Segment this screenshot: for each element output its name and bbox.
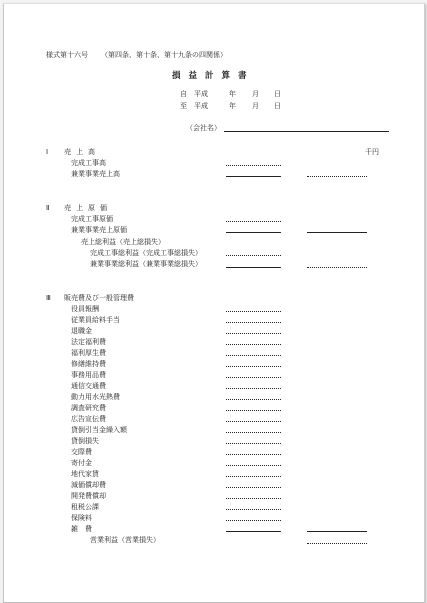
sga-item-label: 従業員給料手当 xyxy=(71,316,120,324)
period-to-month: 月 xyxy=(252,102,259,110)
form-number: 様式第十六号 xyxy=(46,51,88,59)
sga-item-label: 退職金 xyxy=(71,327,92,335)
applicable-articles: （第四条、第十条、第十九条の四関係） xyxy=(101,51,227,59)
amount-field xyxy=(226,322,281,323)
period-from-era: 平成 xyxy=(194,90,208,98)
total-field xyxy=(307,543,367,544)
amount-field xyxy=(226,176,281,177)
document-title: 損益計算書 xyxy=(172,71,255,81)
unit-label: 千円 xyxy=(365,148,379,156)
sga-item-label: 動力用水光熱費 xyxy=(71,393,120,401)
amount-field xyxy=(226,255,281,256)
company-name-label: （会社名） xyxy=(186,124,221,132)
amount-field xyxy=(226,476,281,477)
sga-item-label: 交際費 xyxy=(71,448,92,456)
amount-field xyxy=(226,421,281,422)
section-sales-numeral: Ⅰ xyxy=(46,148,49,156)
sga-item-label: 寄付金 xyxy=(71,459,92,467)
sga-item-label: 修繕維持費 xyxy=(71,360,106,368)
section-sga-numeral: Ⅲ xyxy=(46,294,51,302)
amount-field xyxy=(226,520,281,521)
amount-field xyxy=(226,465,281,466)
sga-item-label: 貸倒損失 xyxy=(71,437,99,445)
sga-item-label: 保険料 xyxy=(71,514,92,522)
total-field xyxy=(307,531,367,532)
period-to-day: 日 xyxy=(274,102,281,110)
total-field xyxy=(307,232,367,233)
amount-field xyxy=(226,366,281,367)
gross-profit-label: 売上総利益（売上総損失） xyxy=(81,238,165,246)
total-field xyxy=(307,267,367,268)
amount-field xyxy=(226,344,281,345)
period-to-era: 平成 xyxy=(194,102,208,110)
cost-item-label: 完成工事原価 xyxy=(71,215,113,223)
operating-profit-label: 営業利益（営業損失） xyxy=(90,536,160,544)
amount-field xyxy=(226,311,281,312)
sga-item-label: 貸倒引当金繰入額 xyxy=(71,426,127,434)
section-cost-heading: 売上原価 xyxy=(64,204,112,212)
amount-field xyxy=(226,531,281,532)
sales-item-label: 兼業事業売上高 xyxy=(71,170,120,178)
sga-item-label: 調査研究費 xyxy=(71,404,106,412)
gross-profit-sub-label: 兼業事業総利益（兼業事業総損失） xyxy=(90,260,202,268)
amount-field xyxy=(226,388,281,389)
amount-field xyxy=(226,487,281,488)
period-from-day: 日 xyxy=(274,90,281,98)
period-to-year: 年 xyxy=(229,102,236,110)
section-sga-heading: 販売費及び一般管理費 xyxy=(64,294,134,302)
total-field xyxy=(307,176,367,177)
amount-field xyxy=(226,432,281,433)
amount-field xyxy=(226,399,281,400)
sga-item-label: 開発費償却 xyxy=(71,492,106,500)
amount-field xyxy=(226,333,281,334)
sales-item-label: 完成工事高 xyxy=(71,159,106,167)
sga-item-label: 地代家賃 xyxy=(71,470,99,478)
gross-profit-sub-label: 完成工事総利益（完成工事総損失） xyxy=(90,249,202,257)
section-cost-numeral: Ⅱ xyxy=(46,204,50,212)
sga-item-label: 租税公課 xyxy=(71,503,99,511)
sga-item-label: 減価償却費 xyxy=(71,481,106,489)
amount-field xyxy=(226,454,281,455)
period-to-prefix: 至 xyxy=(180,102,187,110)
amount-field xyxy=(226,509,281,510)
sga-item-label: 事務用品費 xyxy=(71,371,106,379)
amount-field xyxy=(226,355,281,356)
sga-item-label: 役員報酬 xyxy=(71,305,99,313)
form-sheet xyxy=(3,3,425,603)
company-name-underline xyxy=(224,131,389,132)
amount-field xyxy=(226,410,281,411)
sga-item-label: 広告宣伝費 xyxy=(71,415,106,423)
amount-field xyxy=(226,165,281,166)
sga-item-label: 法定福利費 xyxy=(71,338,106,346)
period-from-prefix: 自 xyxy=(180,90,187,98)
period-from-year: 年 xyxy=(229,90,236,98)
cost-item-label: 兼業事業売上原価 xyxy=(71,226,127,234)
sga-item-label: 福利厚生費 xyxy=(71,349,106,357)
amount-field xyxy=(226,377,281,378)
period-from-month: 月 xyxy=(252,90,259,98)
section-sales-heading: 売上高 xyxy=(64,148,100,156)
amount-field xyxy=(226,443,281,444)
amount-field xyxy=(226,232,281,233)
amount-field xyxy=(226,498,281,499)
sga-item-label: 雑 費 xyxy=(71,525,92,533)
sga-item-label: 通信交通費 xyxy=(71,382,106,390)
amount-field xyxy=(226,221,281,222)
amount-field xyxy=(226,267,281,268)
